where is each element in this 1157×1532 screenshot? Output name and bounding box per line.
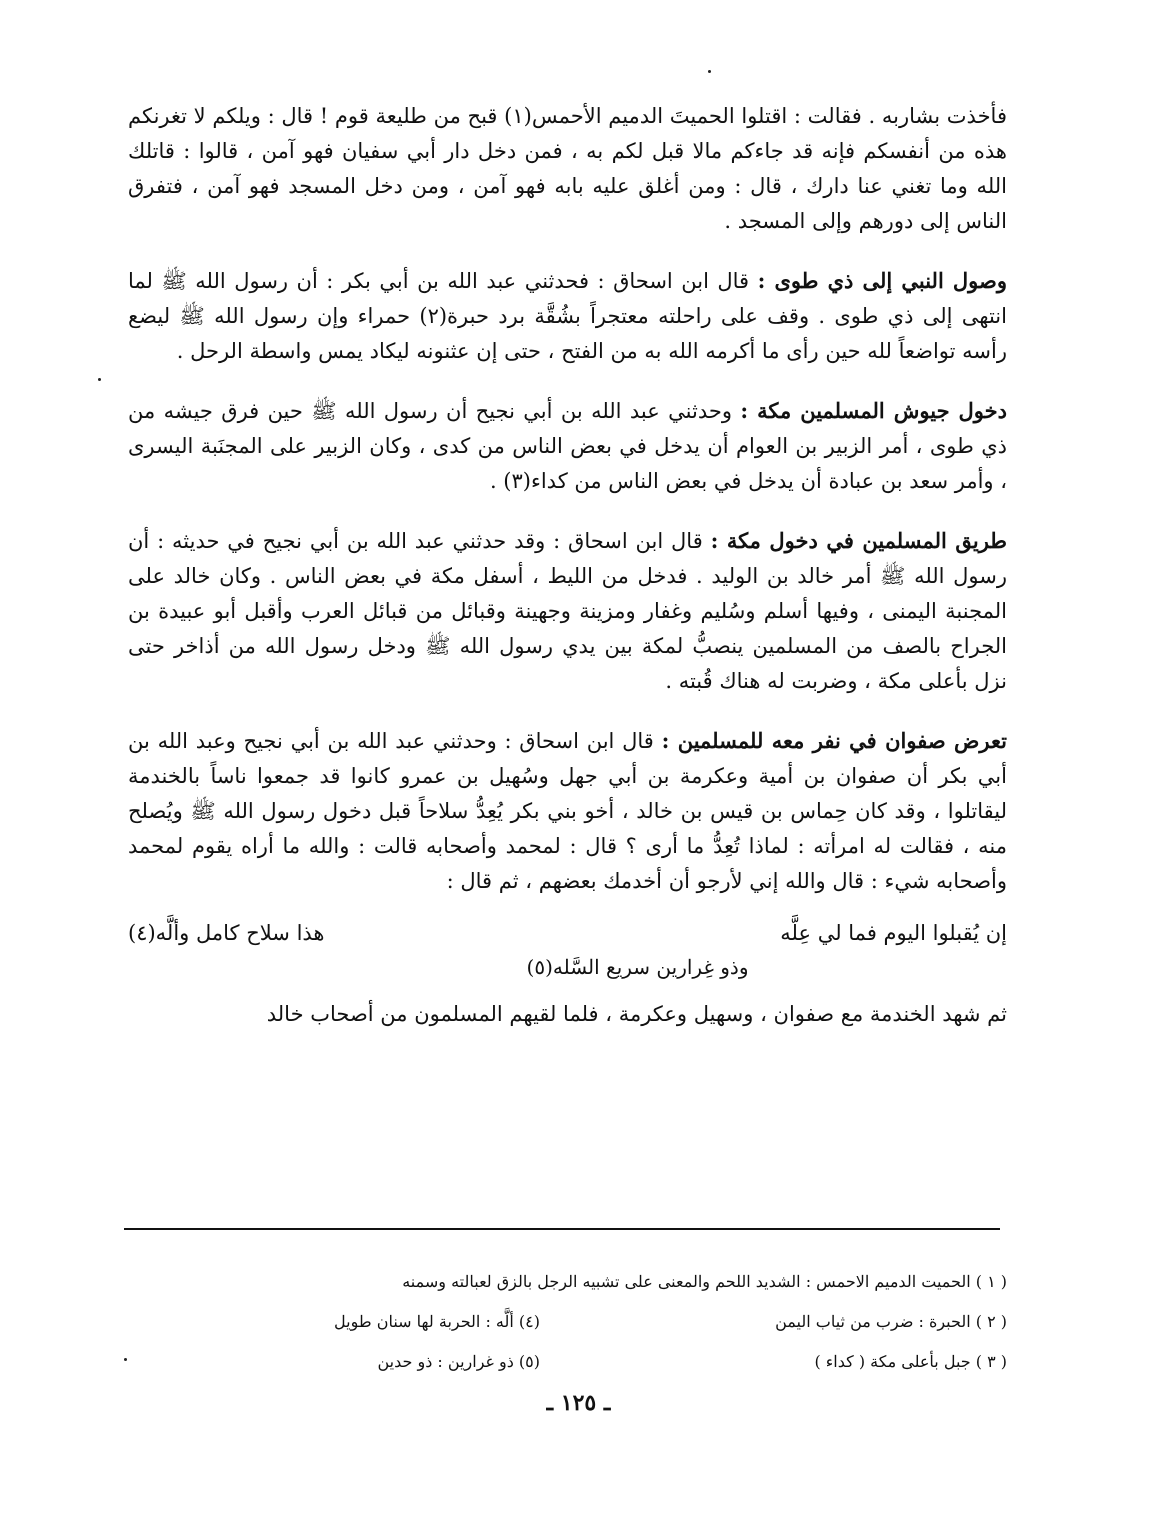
- footnote-2: ( ٢ ) الحبرة : ضرب من ثياب اليمن: [775, 1312, 1007, 1331]
- paragraph-body: قال ابن اسحاق : وحدثني عبد الله بن أبي نجيح وعبد الله بن أبي بكر أن صفوان بن أمية وعكرمة بن أبي جهل وسُهيل بن عمرو كانوا قد جمعوا ناساً بالخندمة ليقاتلوا ، وقد كان حِماس بن قيس بن خالد ، أخو بني بكر يُعِدُّ سلاحاً قبل دخول رسول الله ﷺ ويُصلح منه ، فقالت له امرأته : لماذا تُعِدُّ ما أرى ؟ قال : لمحمد وأصحابه قالت : والله ما أراه يقوم لمحمد وأصحابه شيء : قال والله إني لأرجو أن أخدمك بعضهم ، ثم قال :: [128, 729, 1007, 893]
- paragraph-5: [128, 723, 1007, 899]
- main-text: [128, 98, 1007, 1056]
- footnotes: [250, 1262, 1007, 1382]
- verse-line-2: وذو غِرارين سريع السَّله(٥): [526, 955, 749, 979]
- paragraph-body: قال ابن اسحاق : وقد حدثني عبد الله بن أبي نجيح في حديثه : أن رسول الله ﷺ أمر خالد بن الوليد . فدخل من الليط ، أسفل مكة في بعض الناس . وكان خالد على المجنبة اليمنى ، وفيها أسلم وسُليم وغفار ومزينة وجهينة وقبائل من قبائل العرب وأقبل أبو عبيدة بن الجراح بالصف من المسلمين ينصبُّ لمكة بين يدي رسول الله ﷺ ودخل رسول الله من أذاخر حتى نزل بأعلى مكة ، وضربت له هناك قُبته .: [128, 529, 1007, 693]
- paragraph-body: وحدثني عبد الله بن أبي نجيح أن رسول الله ﷺ حين فرق جيشه من ذي طوى ، أمر الزبير بن العوام أن يدخل في بعض الناس من كدى ، وكان الزبير على المجنَبة اليسرى ، وأمر سعد بن عبادة أن يدخل في بعض الناس من كداء(٣) .: [128, 399, 1007, 493]
- footnote-divider: [124, 1228, 1000, 1230]
- scan-speck: [708, 70, 711, 73]
- paragraph-heading: وصول النبي إلى ذي طوى :: [757, 268, 1007, 293]
- paragraph-4: [128, 523, 1007, 699]
- paragraph-body: فأخذت بشاربه . فقالت : اقتلوا الحميتَ الدميم الأحمس(١) قبح من طليعة قوم ! قال : ويلكم لا تغرنكم هذه من أنفسكم فإنه قد جاءكم مالا قبل لكم به ، فمن دخل دار أبي سفيان فهو آمن ، قالوا : قاتلك الله وما تغني عنا دارك ، قال : ومن أغلق عليه بابه فهو آمن ، ومن دخل المسجد فهو آمن ، فتفرق الناس إلى دورهم وإلى المسجد .: [128, 104, 1007, 233]
- footnote-4: (٤) ألَّه : الحربة لها سنان طويل: [334, 1312, 540, 1331]
- verse-line-1: [128, 915, 1007, 951]
- paragraph-closing: ثم شهد الخندمة مع صفوان ، وسهيل وعكرمة ، فلما لقيهم المسلمون من أصحاب خالد: [266, 1002, 1007, 1026]
- footnote-row: [250, 1342, 1007, 1382]
- paragraph-heading: طريق المسلمين في دخول مكة :: [710, 528, 1008, 553]
- paragraph-body: قال ابن اسحاق : فحدثني عبد الله بن أبي بكر : أن رسول الله ﷺ لما انتهى إلى ذي طوى . وقف على راحلته معتجراً بشُقَّة برد حبرة(٢) حمراء وإن رسول الله ﷺ ليضع رأسه تواضعاً لله حين رأى ما أكرمه الله به من الفتح ، حتى إن عثنونه ليكاد يمس واسطة الرحل .: [128, 269, 1007, 363]
- page-number: ـ ١٢٥ ـ: [546, 1390, 611, 1416]
- paragraph-heading: تعرض صفوان في نفر معه للمسلمين :: [661, 728, 1007, 753]
- scan-speck: [124, 1358, 127, 1361]
- footnote-5: (٥) ذو غرارين : ذو حدين: [377, 1352, 540, 1371]
- paragraph-3: [128, 393, 1007, 499]
- verse-hemistich-2: هذا سلاح كامل وألَّه(٤): [128, 921, 325, 945]
- paragraph-2: [128, 263, 1007, 369]
- footnote-3: ( ٣ ) جبل بأعلى مكة ( كداء ): [814, 1352, 1007, 1371]
- verse-hemistich-1: إن يُقبلوا اليوم فما لي عِلَّه: [780, 921, 1007, 945]
- footnote-row: [250, 1302, 1007, 1342]
- paragraph-1: [128, 98, 1007, 239]
- footnote-1: ( ١ ) الحميت الدميم الاحمس : الشديد اللحم والمعنى على تشبيه الرجل بالزق لعبالته وسمنه: [402, 1272, 1007, 1291]
- poem-verse: [128, 915, 1007, 983]
- scan-speck: [98, 378, 101, 381]
- paragraph-heading: دخول جيوش المسلمين مكة :: [740, 398, 1007, 423]
